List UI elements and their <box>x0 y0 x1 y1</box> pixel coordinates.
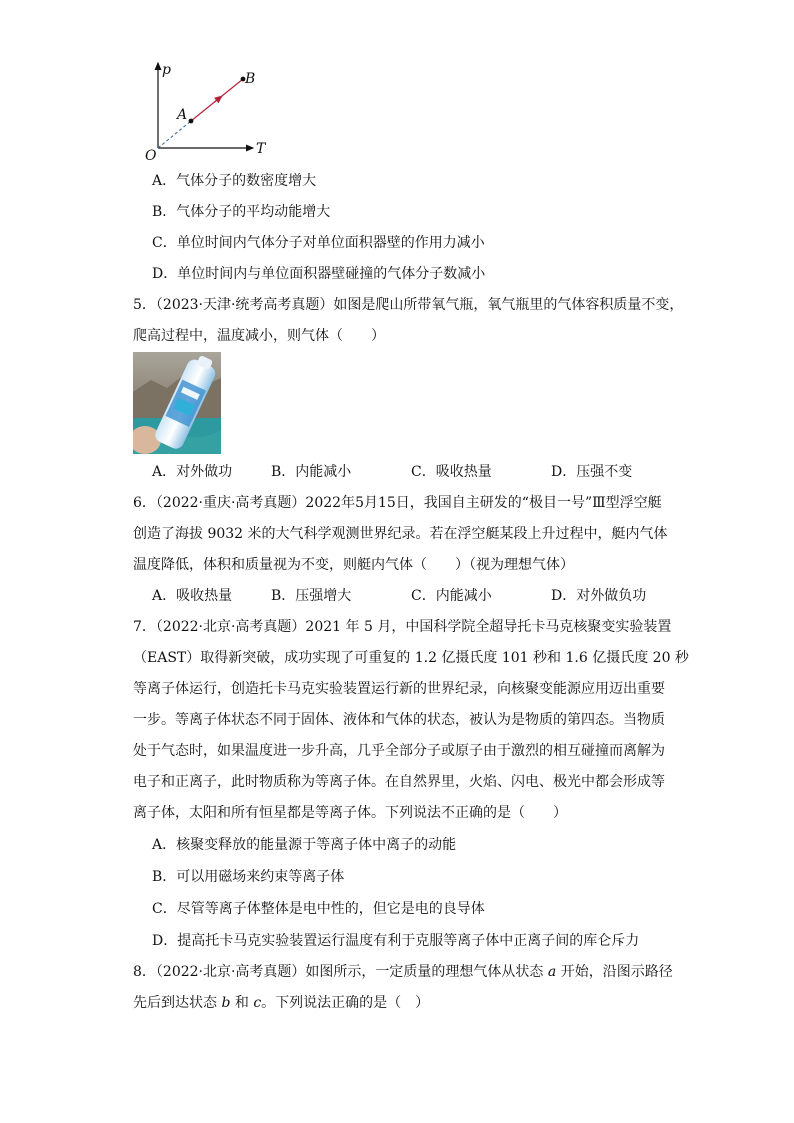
point-a-label: A <box>177 107 188 123</box>
q5-stem-line1: 5．（2023·天津·统考高考真题）如图是爬山所带氧气瓶，氧气瓶里的气体容积质量不变， <box>133 297 684 313</box>
q4-option-a: A．气体分子的数密度增大 <box>152 173 317 189</box>
q4-option-c: C．单位时间内气体分子对单位面积器壁的作用力减小 <box>152 235 485 251</box>
q6-options <box>152 586 672 606</box>
q8-text: 开始，沿图示路径 <box>556 964 673 980</box>
q6-option-b: B．压强增大 <box>271 588 352 604</box>
state-c-label: c <box>253 995 262 1011</box>
q7-stem-line7: 离子体，太阳和所有恒星都是等离子体。下列说法不正确的是（ ） <box>133 805 567 821</box>
q5-options <box>152 462 672 482</box>
oxygen-bottle-photo <box>133 352 221 454</box>
q6-stem-line1: 6．（2022·重庆·高考真题）2022年5月15日，我国自主研发的“极目一号”Ⅲ型浮空艇 <box>133 495 662 511</box>
q7-stem-line6: 电子和正离子，此时物质称为等离子体。在自然界里，火焰、闪电、极光中都会形成等 <box>133 774 665 790</box>
p-t-graph <box>140 60 280 165</box>
q8-text: 和 <box>230 995 254 1011</box>
q8-stem-line1 <box>133 962 673 982</box>
point-a-dot <box>189 119 194 124</box>
q8-text: 8．（2022·北京·高考真题）如图所示，一定质量的理想气体从状态 <box>133 964 548 980</box>
q7-stem-line3: 等离子体运行，创造托卡马克实验装置运行新的世界纪录，向核聚变能源应用迈出重要 <box>133 681 665 697</box>
q7-stem-line5: 处于气态时，如果温度进一步升高，几乎全部分子或原子由于激烈的相互碰撞而离解为 <box>133 743 665 759</box>
q7-option-a: A．核聚变释放的能量源于等离子体中离子的动能 <box>152 837 457 853</box>
q6-stem-line2: 创造了海拔 9032 米的大气科学观测世界纪录。若在浮空艇某段上升过程中，艇内气体 <box>133 526 668 542</box>
axis-y-label: p <box>162 62 171 78</box>
dashed-extension <box>158 121 191 148</box>
q5-option-b: B．内能减小 <box>271 464 352 480</box>
q6-option-c: C．内能减小 <box>411 588 492 604</box>
q7-option-d: D．提高托卡马克实验装置运行温度有利于克服等离子体中正离子间的库仑斥力 <box>152 933 640 949</box>
q6-stem-line3: 温度降低，体积和质量视为不变，则艇内气体（ ）（视为理想气体） <box>133 557 574 573</box>
q8-stem-line2 <box>133 993 429 1013</box>
origin-label: O <box>145 148 157 164</box>
q7-stem-line1: 7．（2022·北京·高考真题）2021 年 5 月，中国科学院全超导托卡马克核聚变实验装置 <box>133 619 672 635</box>
q5-option-a: A．对外做功 <box>152 464 233 480</box>
q7-stem-line2: （EAST）取得新突破，成功实现了可重复的 1.2 亿摄氏度 101 秒和 1.6 亿摄氏度 20 秒 <box>133 650 689 666</box>
q6-option-d: D．对外做负功 <box>551 588 647 604</box>
q5-stem-line2: 爬高过程中，温度减小，则气体（ ） <box>133 328 385 344</box>
q4-option-d: D．单位时间内与单位面积器壁碰撞的气体分子数减小 <box>152 266 486 282</box>
direction-arrow <box>214 98 220 103</box>
q5-option-d: D．压强不变 <box>551 464 633 480</box>
state-b-label: b <box>221 995 231 1011</box>
q4-option-b: B．气体分子的平均动能增大 <box>152 204 331 220</box>
axis-x-label: T <box>256 141 266 157</box>
q7-option-b: B．可以用磁场来约束等离子体 <box>152 869 345 885</box>
q5-option-c: C．吸收热量 <box>411 464 492 480</box>
q7-option-c: C．尽管等离子体整体是电中性的，但它是电的良导体 <box>152 901 485 917</box>
q6-option-a: A．吸收热量 <box>152 588 233 604</box>
q8-text: 。下列说法正确的是（ ） <box>261 995 430 1011</box>
q8-text: 先后到达状态 <box>133 995 222 1011</box>
q7-stem-line4: 一步。等离子体状态不同于固体、液体和气体的状态，被认为是物质的第四态。当物质 <box>133 712 665 728</box>
state-a-label: a <box>547 964 557 980</box>
point-b-label: B <box>245 71 256 87</box>
